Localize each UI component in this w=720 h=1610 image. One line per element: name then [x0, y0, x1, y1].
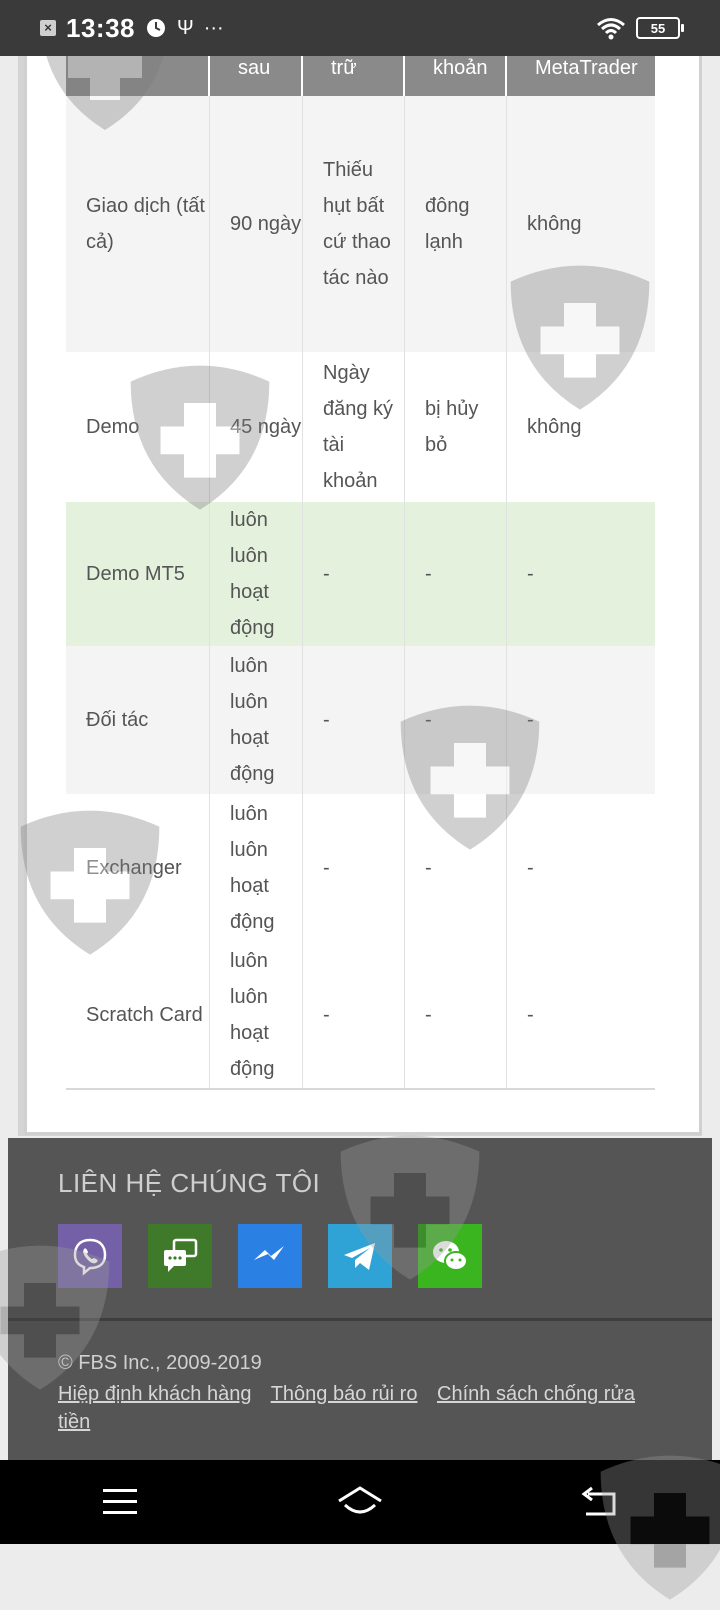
- chat-button[interactable]: [148, 1224, 212, 1288]
- battery-level: 55: [650, 20, 666, 36]
- usb-icon: Ψ: [177, 16, 194, 39]
- footer-contact-title: LIÊN HỆ CHÚNG TÔI: [58, 1168, 321, 1198]
- table-row: [66, 352, 655, 502]
- table-cell: luôn luôn hoạt động: [210, 502, 303, 646]
- aml-policy-link[interactable]: Chính sách chống rửa tiền: [58, 1383, 635, 1433]
- risk-disclosure-link[interactable]: Thông báo rủi ro: [270, 1383, 418, 1405]
- copyright-text: © FBS Inc., 2009-2019: [58, 1352, 262, 1374]
- battery-icon: [636, 17, 680, 39]
- back-icon: [580, 1486, 620, 1518]
- table-cell: -: [527, 563, 534, 585]
- status-time: 13:38: [66, 12, 135, 43]
- account-table: [66, 56, 655, 1090]
- social-links: [58, 1224, 482, 1288]
- footer-divider: [8, 1318, 712, 1321]
- messenger-button[interactable]: [238, 1224, 302, 1288]
- notification-close-icon: ×: [40, 20, 56, 36]
- table-cell: 45 ngày: [210, 352, 303, 502]
- viber-icon: [70, 1236, 110, 1276]
- table-row: [66, 502, 655, 646]
- table-cell: -: [405, 794, 507, 942]
- table-header-cell: [66, 56, 210, 96]
- table-cell: Demo: [66, 352, 210, 502]
- table-cell: không: [527, 416, 582, 438]
- table-cell: Scratch Card: [66, 942, 210, 1088]
- wechat-icon: [430, 1236, 470, 1276]
- table-cell: Exchanger: [66, 794, 210, 942]
- messenger-icon: [250, 1236, 290, 1276]
- clock-icon: [145, 17, 167, 39]
- table-cell: -: [303, 942, 405, 1088]
- table-cell: bị hủy bỏ: [405, 352, 507, 502]
- table-cell: luôn luôn hoạt động: [210, 942, 303, 1088]
- table-cell: -: [405, 502, 507, 646]
- table-cell: -: [303, 794, 405, 942]
- table-cell: -: [303, 646, 405, 794]
- more-dots-icon: ···: [203, 16, 224, 39]
- table-cell: đông lạnh: [405, 96, 507, 352]
- table-header-cell: khoản: [405, 56, 507, 96]
- footer-links: [58, 1380, 658, 1436]
- table-row: [66, 942, 655, 1088]
- table-cell: -: [527, 709, 534, 731]
- table-cell: Thiếu hụt bất cứ thao tác nào: [303, 96, 405, 352]
- table-cell: luôn luôn hoạt động: [210, 646, 303, 794]
- home-icon: [336, 1485, 384, 1519]
- client-agreement-link[interactable]: Hiệp định khách hàng: [58, 1383, 252, 1405]
- table-cell: 90 ngày: [210, 96, 303, 352]
- home-button[interactable]: [330, 1472, 390, 1532]
- table-cell: -: [303, 502, 405, 646]
- table-cell: Đối tác: [66, 646, 210, 794]
- back-button[interactable]: [570, 1472, 630, 1532]
- menu-icon: [102, 1487, 138, 1517]
- table-cell: luôn luôn hoạt động: [210, 794, 303, 942]
- menu-button[interactable]: [90, 1472, 150, 1532]
- table-cell: -: [405, 646, 507, 794]
- table-row: [66, 646, 655, 794]
- table-cell: không: [527, 213, 582, 235]
- table-row: [66, 96, 655, 352]
- table-bottom-border: [66, 1088, 655, 1090]
- viber-button[interactable]: [58, 1224, 122, 1288]
- status-bar: [0, 0, 720, 56]
- table-row: [66, 794, 655, 942]
- table-cell: -: [527, 857, 534, 879]
- table-cell: Demo MT5: [66, 502, 210, 646]
- table-header-cell: MetaTrader: [535, 57, 638, 79]
- telegram-button[interactable]: [328, 1224, 392, 1288]
- table-header-cell: sau: [210, 56, 303, 96]
- wechat-button[interactable]: [418, 1224, 482, 1288]
- android-navigation-bar: [0, 1460, 720, 1544]
- table-cell: -: [527, 1004, 534, 1026]
- table-cell: Giao dịch (tất cả): [66, 96, 210, 352]
- chat-icon: [160, 1236, 200, 1276]
- table-cell: Ngày đăng ký tài khoản: [303, 352, 405, 502]
- wifi-icon: [596, 16, 626, 40]
- telegram-icon: [340, 1236, 380, 1276]
- table-header: [66, 56, 655, 96]
- table-cell: -: [405, 942, 507, 1088]
- table-header-cell: trữ: [303, 56, 405, 96]
- footer: [8, 1138, 712, 1460]
